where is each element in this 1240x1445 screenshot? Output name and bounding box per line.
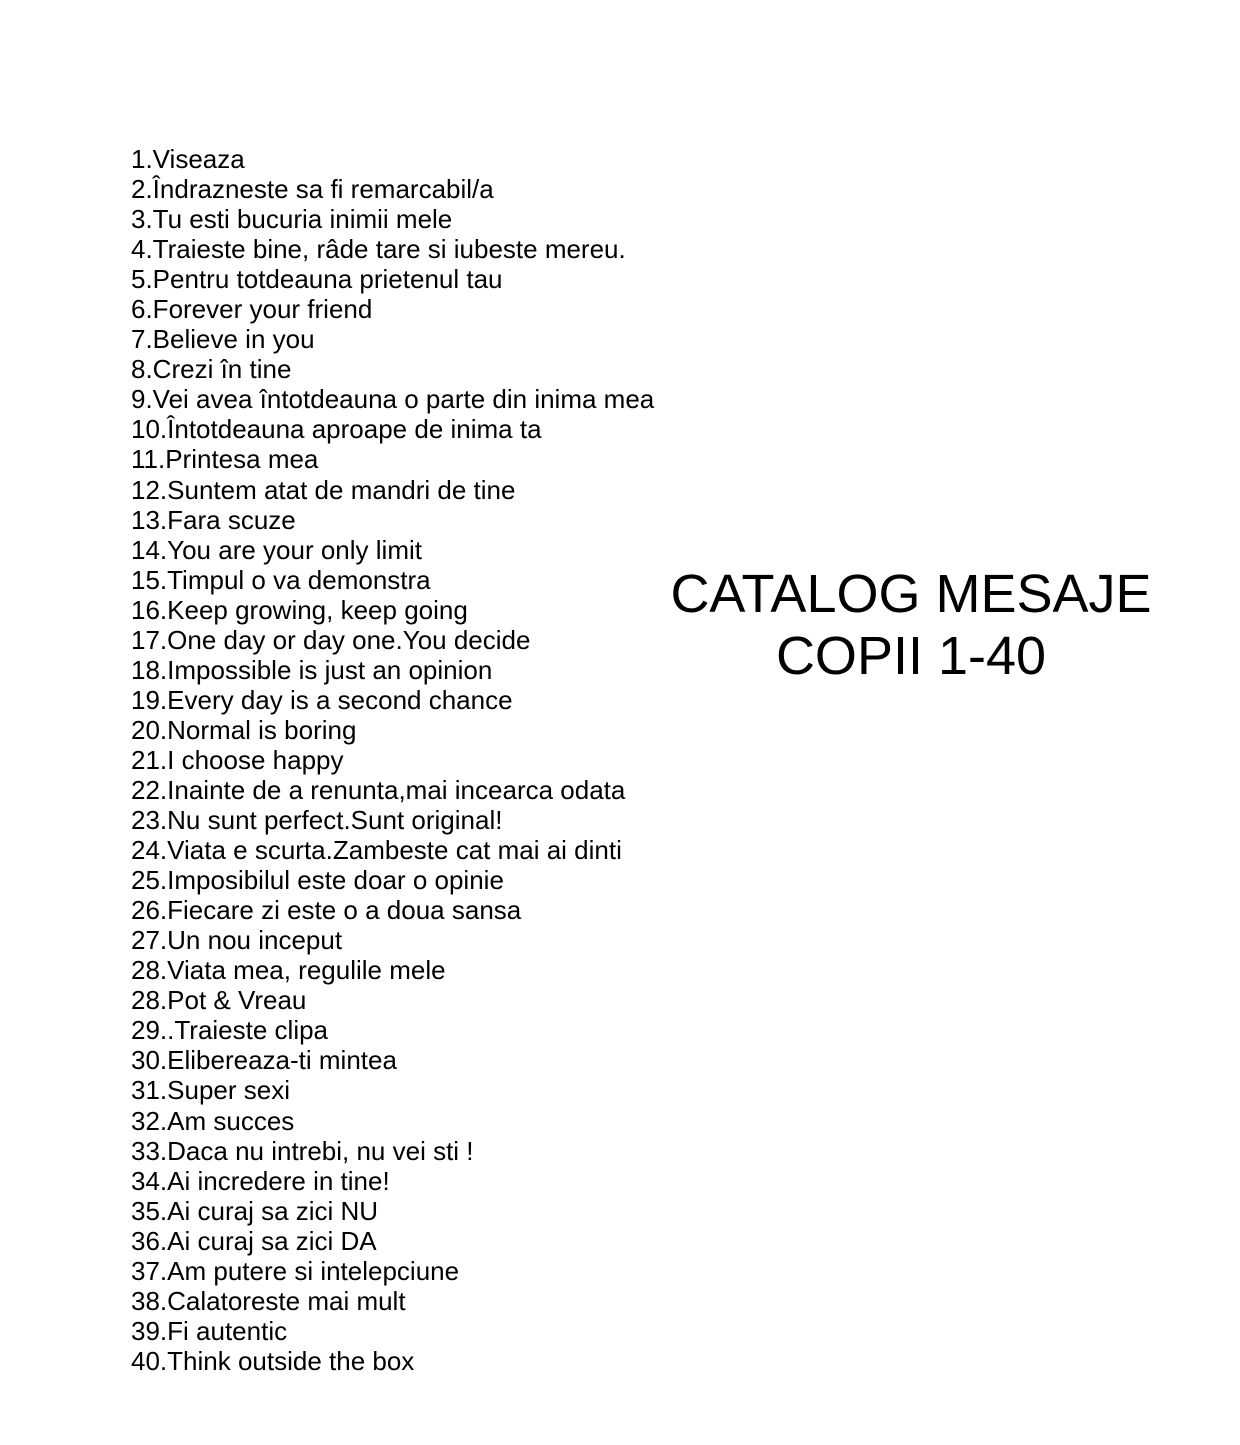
list-item: 10.Întotdeauna aproape de inima ta	[131, 414, 542, 445]
list-item: 20.Normal is boring	[131, 714, 357, 745]
list-item: 3.Tu esti bucuria inimii mele	[131, 204, 453, 235]
list-item: 2.Îndrazneste sa fi remarcabil/a	[131, 174, 494, 205]
list-item: 36.Ai curaj sa zici DA	[131, 1225, 377, 1256]
list-item: 32.Am succes	[131, 1105, 295, 1136]
list-item: 1.Viseaza	[131, 144, 245, 174]
list-item: 24.Viata e scurta.Zambeste cat mai ai dinti	[131, 835, 622, 866]
list-item: 37.Am putere si intelepciune	[131, 1255, 460, 1286]
list-item: 28.Viata mea, regulile mele	[131, 955, 446, 986]
list-item: 30.Elibereaza-ti mintea	[131, 1045, 397, 1076]
list-item: 7.Believe in you	[131, 324, 315, 355]
list-item: 13.Fara scuze	[131, 504, 296, 535]
list-item: 5.Pentru totdeauna prietenul tau	[131, 264, 503, 295]
list-item: 23.Nu sunt perfect.Sunt original!	[131, 805, 503, 836]
list-item: 18.Impossible is just an opinion	[131, 654, 493, 685]
page-title	[640, 563, 1182, 687]
list-item: 6.Forever your friend	[131, 294, 373, 325]
list-item: 39.Fi autentic	[131, 1315, 288, 1346]
title-line-1: CATALOG MESAJE	[670, 564, 1152, 624]
list-item: 19.Every day is a second chance	[131, 684, 513, 715]
message-list	[131, 144, 654, 1376]
list-item: 40.Think outside the box	[131, 1345, 415, 1376]
list-item: 25.Imposibilul este doar o opinie	[131, 865, 504, 896]
title-line-2: COPII 1-40	[775, 626, 1047, 686]
list-item: 11.Printesa mea	[131, 444, 319, 475]
list-item: 22.Inainte de a renunta,mai incearca odata	[131, 774, 626, 805]
list-item: 29..Traieste clipa	[131, 1015, 329, 1046]
list-item: 33.Daca nu intrebi, nu vei sti !	[131, 1135, 474, 1166]
list-item: 35.Ai curaj sa zici NU	[131, 1195, 379, 1226]
list-item: 16.Keep growing, keep going	[131, 594, 468, 625]
list-item: 31.Super sexi	[131, 1075, 290, 1106]
list-item: 38.Calatoreste mai mult	[131, 1285, 406, 1316]
list-item: 28.Pot & Vreau	[131, 985, 307, 1016]
list-item: 17.One day or day one.You decide	[131, 624, 531, 655]
list-item: 15.Timpul o va demonstra	[131, 564, 431, 595]
list-item: 9.Vei avea întotdeauna o parte din inima mea	[131, 384, 655, 415]
list-item: 14.You are your only limit	[131, 534, 422, 565]
list-item: 12.Suntem atat de mandri de tine	[131, 474, 516, 505]
list-item: 26.Fiecare zi este o a doua sansa	[131, 895, 522, 926]
list-item: 27.Un nou inceput	[131, 925, 343, 956]
list-item: 4.Traieste bine, râde tare si iubeste mereu.	[131, 234, 626, 265]
list-item: 34.Ai incredere in tine!	[131, 1165, 390, 1196]
list-item: 8.Crezi în tine	[131, 354, 292, 385]
list-item: 21.I choose happy	[131, 744, 344, 775]
